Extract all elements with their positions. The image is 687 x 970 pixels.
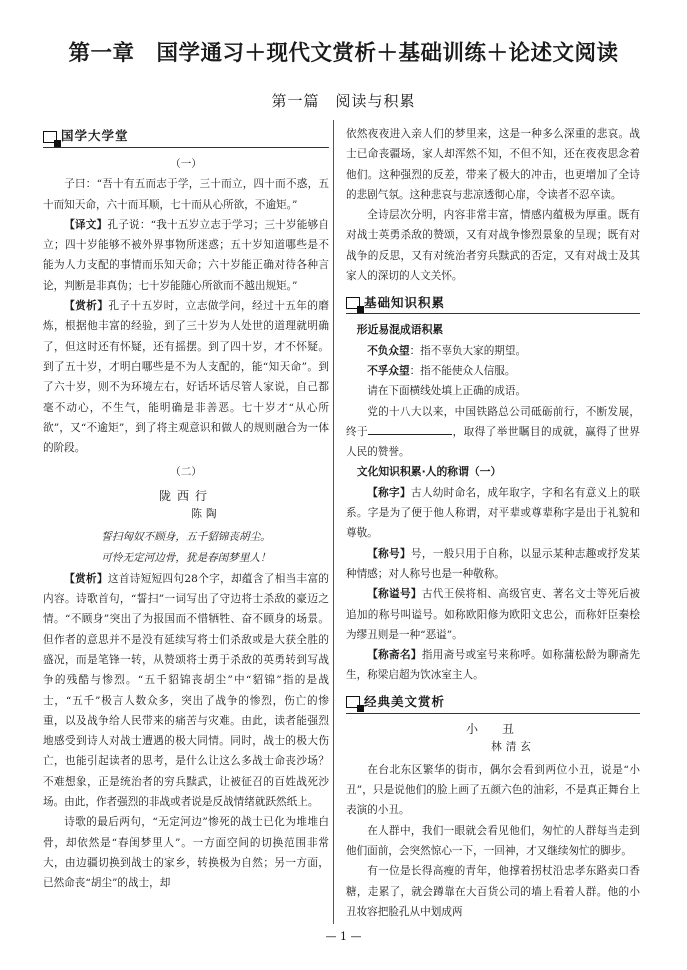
label-appreciation: 【赏析】 [64,300,109,313]
culture-text: 指用斋号或室号来称呼。如称蒲松龄为聊斋先生，称梁启超为饮冰室主人。 [346,649,641,682]
appreciation-text: 孔子十五岁时，立志做学问，经过十五年的磨炼，根据他丰富的经验，到了三十岁为人处世的道理就明确了，但这时还有怀疑，还有摇摆。到了四十岁，才不怀疑。到了五十岁，才明白哪些是不为人支配的，能“知天命”。到了六十岁，则不为环境左右，好话坏话尽管人家说，自己都毫不动心，不生气，能明确是非善恶。七十岁才“从心所欲”，又“不逾矩”，到了将主观意识和做人的规则融合为一体的阶段。 [43,300,330,455]
idiom-item [346,341,640,361]
translation-paragraph [43,215,329,296]
idiom-item [346,361,640,381]
section-title: 基础知识积累 [364,294,446,310]
section-header-jichu [346,292,640,314]
label-translation: 【译文】 [64,218,108,231]
section-header-guoxue [43,126,329,148]
culture-subheading: 文化知识积累·人的称谓（一） [356,465,502,479]
poem-appreciation-paragraph [43,569,329,813]
essay-title: 小 丑 [465,721,520,736]
chapter-title: 第一章 国学通习＋现代文赏析＋基础训练＋论述文阅读 [68,41,619,66]
culture-item [346,584,640,645]
column-divider [333,120,334,924]
idiom-definition: ：指不辜负大家的期望。 [409,344,527,357]
poem-summary: 全诗层次分明，内容非常丰富，情感内蕴极为厚重。既有对战士英勇杀敌的赞颂，又有对战争惨烈景象的呈现；既有对战争的反思，又有对统治者穷兵黩武的否定，又有对战士及其家人的深切的人文关怀。 [346,209,640,283]
idiom-term: 不负众望 [367,344,410,357]
culture-label: 【称号】 [367,547,411,560]
appreciation-paragraph [43,296,329,458]
page-number: — 1 — [325,930,362,943]
exercise-text-b: ，取得了举世瞩目的成就，赢得了世界人民的赞誉。 [346,425,641,459]
essay-author: 林清玄 [491,740,535,753]
essay-paragraph: 在台北东区繁华的街市，偶尔会看到两位小丑，说是“小丑”，只是说他们的脸上画了五颜六色的油彩，不是真正舞台上表演的小丑。 [346,763,640,817]
section-square-icon [43,131,57,143]
fill-in-blank[interactable] [368,423,452,435]
idiom-subheading: 形近易混成语积累 [356,323,444,337]
exercise-instruction: 请在下面横线处填上正确的成语。 [367,385,527,398]
culture-item [346,645,640,686]
poem-line: 誓扫匈奴不顾身，五千貂锦丧胡尘。 [101,530,271,543]
poem-appreciation-continued: 诗歌的最后两句，“无定河边”惨死的战士已化为堆堆白骨，却依然是“春闺梦里人”。一方面空间的切换范围非常大，由边疆切换到战士的家乡，转换极为自然；另一方面，已然命丧“胡尘”的战士，却 [43,816,329,890]
part-title: 第一篇 阅读与积累 [271,92,416,110]
right-column [346,124,640,922]
culture-label: 【称字】 [367,486,411,499]
translation-text: 孔子说：“我十五岁立志于学习；三十岁能够自立；四十岁能够不被外界事物所迷惑；五十岁知道哪些是不能为人力支配的事情而乐知天命；六十岁能正确对待各种言论，判断是非真伪；七十岁能随心所欲而不越出规矩。” [43,218,329,292]
exercise-text-a: 党的十八大以来，中国铁路总公司砥砺前行，不断发展，终于 [346,405,640,438]
left-column [43,124,329,894]
essay-paragraph: 有一位是长得高瘦的青年，他撑着拐杖沿忠孝东路卖口香糖，走累了，就会蹲靠在大百货公司的墙上看着人群。他的小丑妆容把脸孔从中划成两 [346,865,640,918]
section-title: 经典美文赏析 [364,694,446,710]
culture-item [346,544,640,585]
culture-text: 号，一般只用于自称，以显示某种志趣或抒发某种情感；对人称号也是一种敬称。 [346,547,640,580]
poem-appreciation-text: 这首诗短短四句28个字，却蕴含了相当丰富的内容。诗歌首句，“誓扫”一词写出了守边将士杀敌的豪迈之情。“不顾身”突出了为报国而不惜牺牲、奋不顾身的场景。但作者的意思并不是没有延续写将士们杀敌或是大获全胜的盛况，而是笔锋一转，从赞颂将士勇于杀敌的英勇转到写战争的残酷与惨烈。“五千貂锦丧胡尘”中“貂锦”指的是战士，“五千”极言人数众多，突出了战争的惨烈，伤亡的惨重，以及战争给人民带来的痛苦与灾难。由此，读者能强烈地感受到诗人对战士遭遇的极大同情。同时，战士的极大伤亡，也能引起读者的思考，是什么让这么多战士命丧沙场？不难想象，正是统治者的穷兵黩武，让被征召的百姓战死沙场。由此，作者强烈的非战或者说是反战情绪就跃然纸上。 [43,572,330,809]
culture-item [346,483,640,544]
analects-quote: 子曰：“吾十有五而志于学，三十而立，四十而不惑，五十而知天命，六十而耳顺，七十而从心所欲，不逾矩。” [43,178,329,211]
section-square-icon [346,696,360,708]
subsection-number: （二） [170,466,202,479]
culture-label: 【称谥号】 [367,588,422,601]
subsection-number: （一） [170,158,202,170]
label-appreciation: 【赏析】 [64,572,108,585]
section-title: 国学大学堂 [61,128,129,144]
culture-label: 【称斋名】 [367,649,422,662]
culture-text: 古代王侯将相、高级官吏、著名文士等死后被追加的称号叫谥号。如称欧阳修为欧阳文忠公，而称奸臣秦桧为缪丑则是一种“恶谥”。 [346,588,641,641]
idiom-definition: ：指不能使众人信服。 [409,364,516,377]
section-square-icon [346,297,360,309]
idiom-term: 不孚众望 [367,364,410,377]
poem-title: 陇西行 [158,488,213,503]
poem-author: 陈陶 [191,507,221,520]
exercise-sentence [346,402,640,463]
culture-text: 古人幼时命名，成年取字，字和名有意义上的联系。字是为了便于他人称谓，对平辈或尊辈称字是出于礼貌和尊敬。 [346,486,640,540]
section-header-meiwen [346,692,640,714]
poem-line: 可怜无定河边骨，犹是春闺梦里人！ [101,551,271,564]
poem-appreciation-continued: 依然夜夜进入亲人们的梦里来，这是一种多么深重的悲哀。战士已命丧疆场，家人却浑然不知，不但不知，还在夜夜思念着他们。这种强烈的反差，带来了极大的冲击，也更增加了全诗的悲剧气氛。这种悲哀与悲凉透彻心扉，令读者不忍卒读。 [346,128,640,201]
essay-paragraph: 在人群中，我们一眼就会看见他们，匆忙的人群每当走到他们面前，会突然惊心一下，一回神，才又继续匆忙的脚步。 [346,824,640,857]
